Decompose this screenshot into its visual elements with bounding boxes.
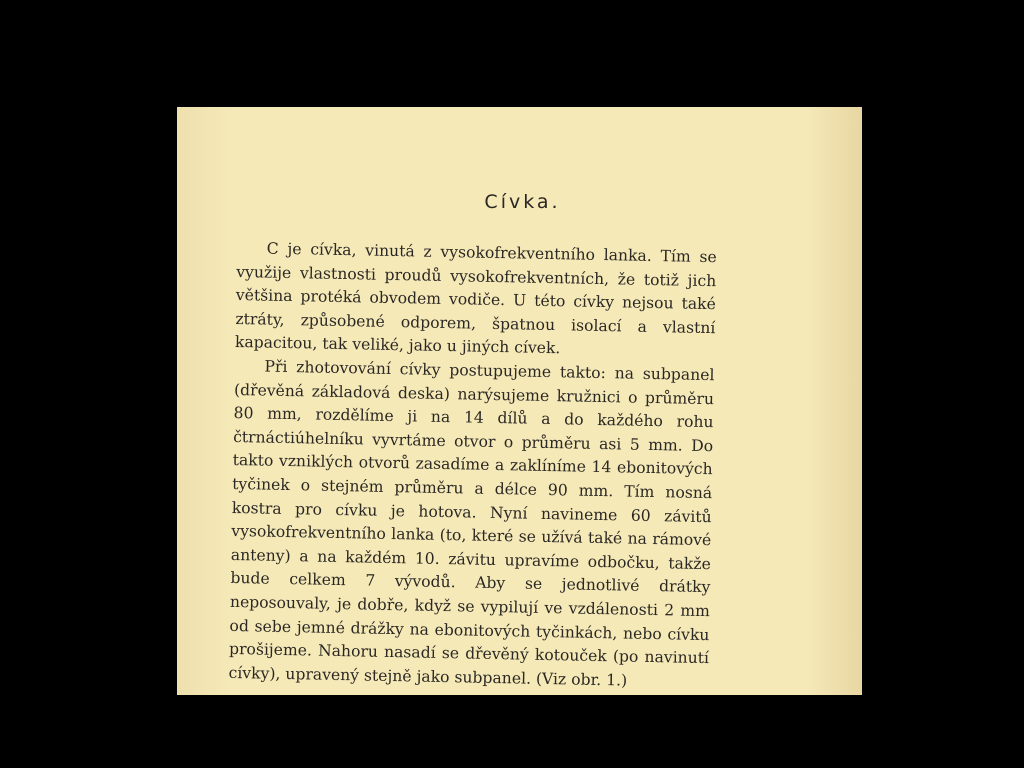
body-text — [228, 237, 717, 694]
scanned-page — [177, 107, 862, 695]
paragraph-intro: C je cívka, vinutá z vysokofrekventního lanka. Tím se využije vlastnosti proudů vysokofrekventních, že totiž jich většina protéká obvodem vodiče. U této cívky nejsou také ztráty, způsobené odporem, špatnou isolací a vlastní kapacitou, tak veliké, jako u jiných cívek. — [234, 239, 717, 358]
paragraph-instructions: Při zhotovování cívky postupujeme takto: na subpanel (dřevěná základová deska) narýsujeme kružnici o průměru 80 mm, rozdělíme ji na 14 dílů a do každého rohu čtrnáctiúhelníku vyvrtáme otvor o průměru asi 5 mm. Do takto vzniklých otvorů zasadíme a zaklíníme 14 ebonitových tyčinek o stejném průměru a délce 90 mm. Tím nosná kostra pro cívku je hotova. Nyní navineme 60 závitů vysokofrekventního lanka (to, které se užívá také na rámové anteny) a na každém 10. závitu upravíme odbočku, takže bude celkem 7 vývodů. Aby se jednotlivé drátky neposouvaly, je dobře, když se vypilují ve vzdálenosti 2 mm od sebe jemné drážky na ebonitových tyčinkách, nebo cívku prošijeme. Nahoru nasadí se dřevěný kotouček (po navinutí cívky), upravený stejně jako subpanel. (Viz obr. 1.) — [228, 357, 715, 690]
page-title: Cívka. — [484, 191, 561, 213]
